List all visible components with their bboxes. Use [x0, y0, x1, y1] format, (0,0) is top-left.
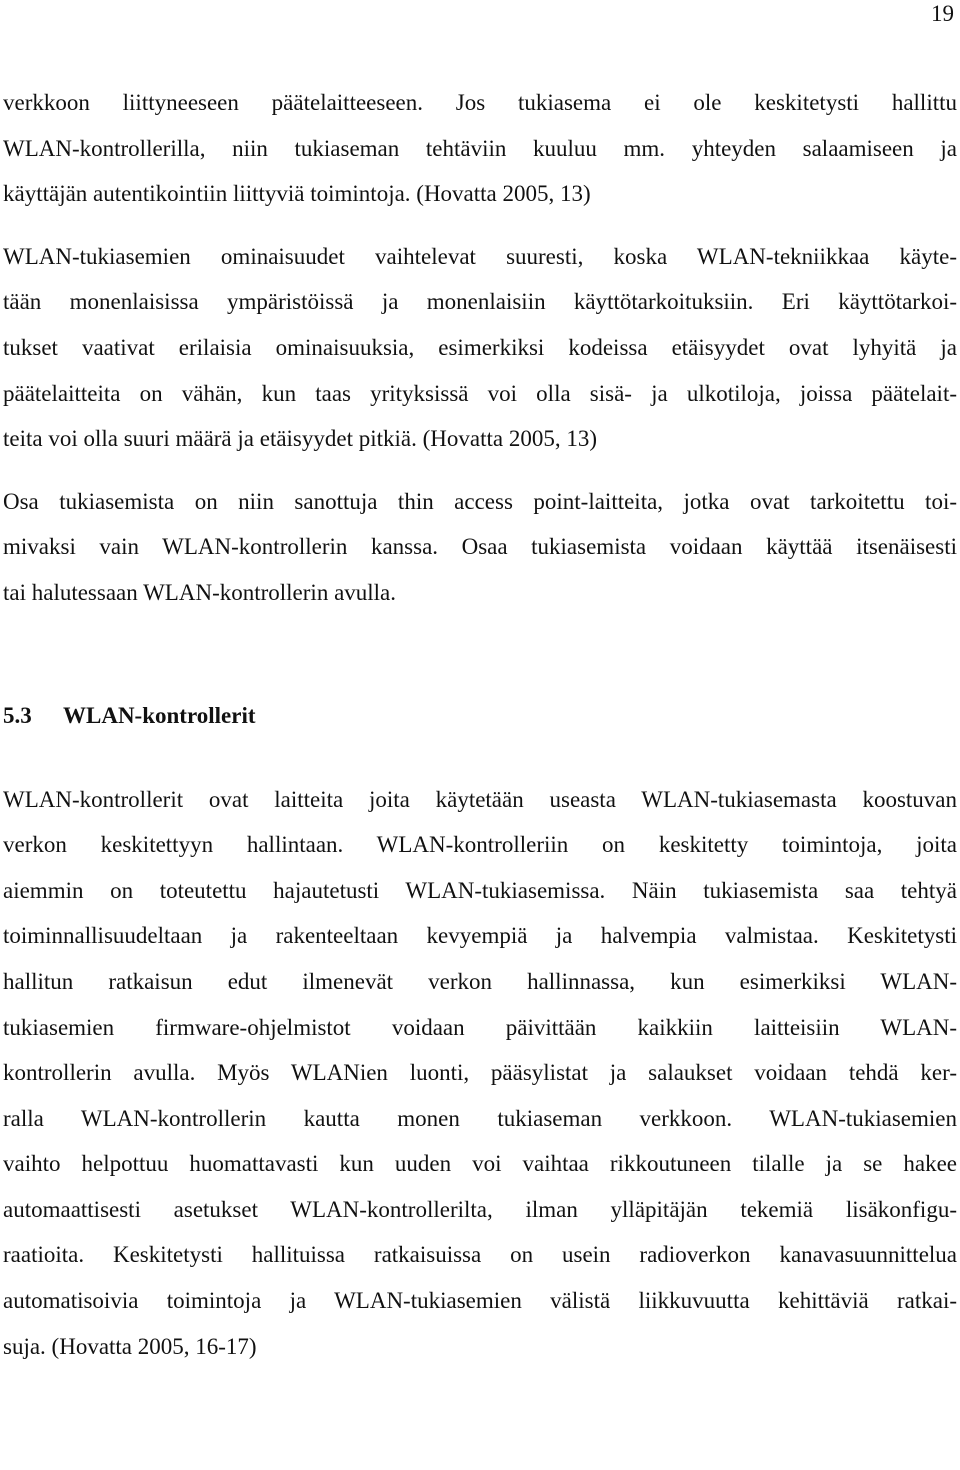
text-line: automatisoivia toimintoja ja WLAN-tukiasemien välistä liikkuvuutta kehittäviä ratkai- [3, 1288, 957, 1314]
paragraph-1 [3, 80, 957, 217]
text-line: verkon keskitettyyn hallintaan. WLAN-kontrolleriin on keskitetty toimintoja, joita [3, 832, 957, 858]
section-number: 5.3 [3, 702, 32, 728]
section-title: WLAN-kontrollerit [63, 702, 256, 728]
text-line: hallitun ratkaisun edut ilmenevät verkon hallinnassa, kun esimerkiksi WLAN- [3, 968, 957, 994]
text-line: käyttäjän autentikointiin liittyviä toimintoja. (Hovatta 2005, 13) [3, 181, 591, 207]
text-line: suja. (Hovatta 2005, 16-17) [3, 1333, 257, 1359]
text-line: Osa tukiasemista on niin sanottuja thin access point-laitteita, jotka ovat tarkoitettu toi- [3, 488, 957, 514]
text-line: tukset vaativat erilaisia ominaisuuksia, esimerkiksi kodeissa etäisyydet ovat lyhyitä ja [3, 334, 957, 360]
text-line: automaattisesti asetukset WLAN-kontrollerilta, ilman ylläpitäjän tekemiä lisäkonfigu- [3, 1196, 957, 1222]
text-line: tukiasemien firmware-ohjelmistot voidaan päivittään kaikkiin laitteisiin WLAN- [3, 1014, 957, 1040]
text-line: vaihto helpottuu huomattavasti kun uuden voi vaihtaa rikkoutuneen tilalle ja se hakee [3, 1151, 957, 1177]
text-line: ralla WLAN-kontrollerin kautta monen tukiaseman verkkoon. WLAN-tukiasemien [3, 1105, 957, 1131]
text-line: WLAN-kontrollerit ovat laitteita joita käytetään useasta WLAN-tukiasemasta koostuvan [3, 786, 957, 812]
text-line: päätelaitteita on vähän, kun taas yrityksissä voi olla sisä- ja ulkotiloja, joissa päätelait- [3, 380, 957, 406]
text-line: teita voi olla suuri määrä ja etäisyydet pitkiä. (Hovatta 2005, 13) [3, 426, 597, 452]
text-line: raatioita. Keskitetysti hallituissa ratkaisuissa on usein radioverkon kanavasuunnittelua [3, 1242, 957, 1268]
section-spacer [3, 633, 957, 701]
text-line: WLAN-kontrollerilla, niin tukiaseman tehtäviin kuuluu mm. yhteyden salaamiseen ja [3, 135, 957, 161]
text-line: kontrollerin avulla. Myös WLANien luonti, pääsylistat ja salaukset voidaan tehdä ker- [3, 1060, 957, 1086]
text-line: tään monenlaisissa ympäristöissä ja monenlaisiin käyttötarkoituksiin. Eri käyttötarkoi- [3, 289, 957, 315]
paragraph-2 [3, 234, 957, 462]
text-line: verkkoon liittyneeseen päätelaitteeseen. Jos tukiasema ei ole keskitetysti hallittu [3, 90, 957, 115]
text-line: aiemmin on toteutettu hajautetusti WLAN-tukiasemissa. Näin tukiasemista saa tehtyä [3, 877, 957, 903]
document-body [3, 80, 957, 1386]
text-line: mivaksi vain WLAN-kontrollerin kanssa. Osaa tukiasemista voidaan käyttää itsenäisesti [3, 534, 957, 560]
text-line: WLAN-tukiasemien ominaisuudet vaihtelevat suuresti, koska WLAN-tekniikkaa käyte- [3, 243, 957, 269]
paragraph-4 [3, 777, 957, 1370]
paragraph-3 [3, 479, 957, 616]
page-number: 19 [931, 1, 954, 26]
section-heading [3, 701, 957, 731]
text-line: toiminnallisuudeltaan ja rakenteeltaan kevyempiä ja halvempia valmistaa. Keskitetysti [3, 923, 957, 949]
text-line: tai halutessaan WLAN-kontrollerin avulla. [3, 579, 397, 605]
